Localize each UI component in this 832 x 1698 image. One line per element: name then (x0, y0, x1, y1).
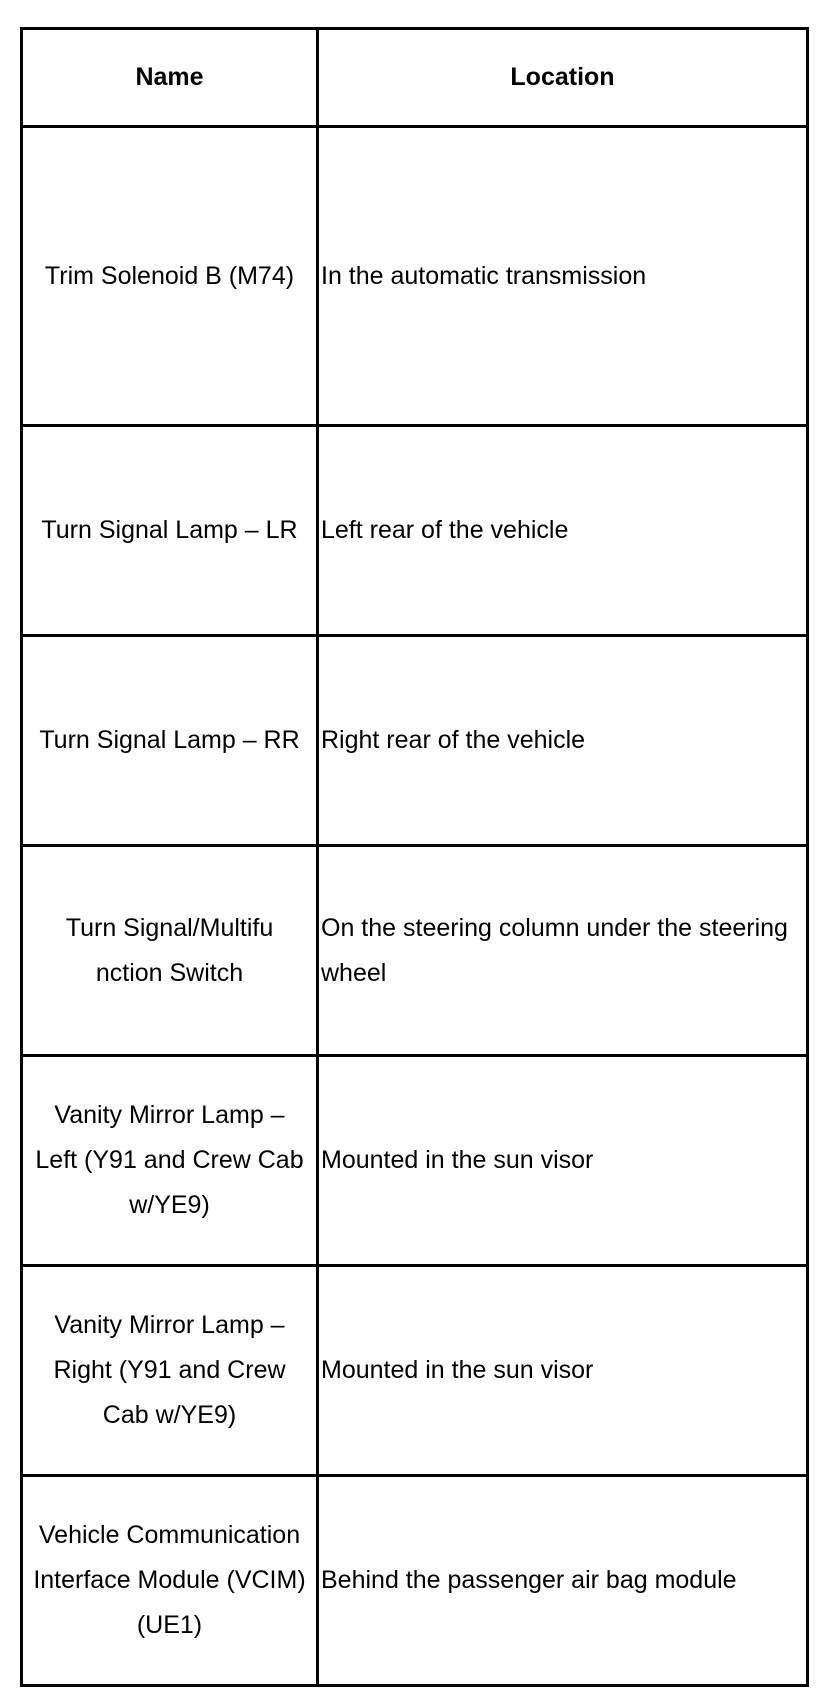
component-location: Right rear of the vehicle (318, 636, 808, 846)
table-row (22, 846, 808, 1056)
table-header-row (22, 29, 808, 127)
component-location-table (20, 27, 809, 1687)
table-row (22, 426, 808, 636)
component-name: Trim Solenoid B (M74) (22, 127, 318, 426)
component-name: Vanity Mirror Lamp – Right (Y91 and Crew Cab w/YE9) (22, 1266, 318, 1476)
component-location: Mounted in the sun visor (318, 1056, 808, 1266)
component-name: Turn Signal Lamp – RR (22, 636, 318, 846)
header-location: Location (318, 29, 808, 127)
table-row (22, 1476, 808, 1686)
component-name: Vehicle Communication Interface Module (VCIM) (UE1) (22, 1476, 318, 1686)
table-row (22, 1056, 808, 1266)
header-name: Name (22, 29, 318, 127)
table-row (22, 1266, 808, 1476)
component-location: On the steering column under the steering wheel (318, 846, 808, 1056)
table-row (22, 127, 808, 426)
component-name: Vanity Mirror Lamp – Left (Y91 and Crew Cab w/YE9) (22, 1056, 318, 1266)
component-name: Turn Signal/Multifunction Switch (22, 846, 318, 1056)
table-row (22, 636, 808, 846)
component-name: Turn Signal Lamp – LR (22, 426, 318, 636)
component-location: Behind the passenger air bag module (318, 1476, 808, 1686)
component-location: In the automatic transmission (318, 127, 808, 426)
component-location: Left rear of the vehicle (318, 426, 808, 636)
component-location: Mounted in the sun visor (318, 1266, 808, 1476)
